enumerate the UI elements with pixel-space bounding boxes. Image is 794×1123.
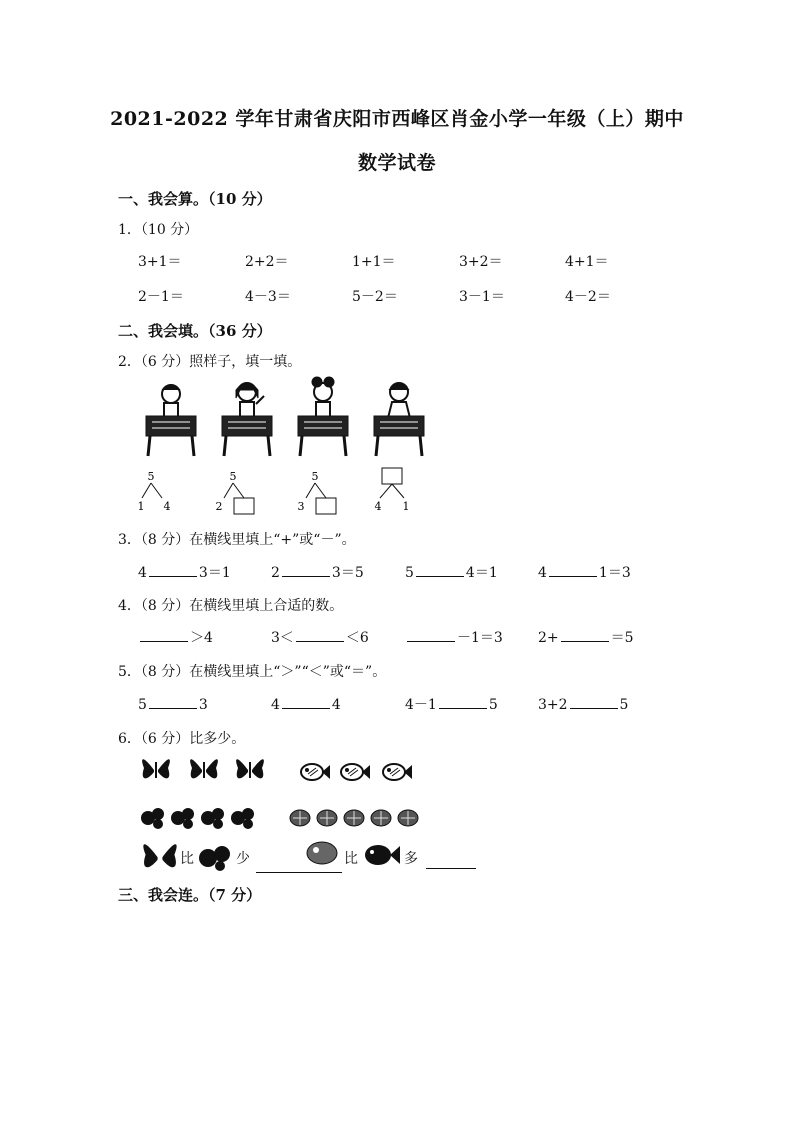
squirrel-icon	[201, 808, 224, 829]
tree-left-number: 1	[137, 500, 145, 513]
answer-line[interactable]	[416, 562, 464, 577]
answer-line[interactable]	[407, 627, 455, 642]
q3-item: 4 1＝3	[538, 562, 631, 582]
butterflies-and-fish-row	[140, 752, 430, 788]
page-title-line1: 2021-2022 学年甘肃省庆阳市西峰区肖金小学一年级（上）期中	[110, 108, 684, 130]
duo-label: 多	[404, 851, 418, 867]
answer-line[interactable]	[282, 694, 330, 709]
question-5-header: 5．（8 分）在横线里填上“＞”“＜”或“＝”。	[118, 664, 387, 680]
q5-item: 3+2 5	[538, 694, 628, 713]
question-1-header: 1．（10 分）	[118, 222, 199, 238]
fish-icon	[341, 764, 370, 780]
fish-icon	[383, 764, 412, 780]
tree-right-number: 1	[402, 500, 410, 513]
squirrel-icon	[196, 842, 236, 872]
number-tree-4	[375, 468, 410, 513]
fish-icon	[362, 840, 402, 870]
bi-label-1: 比	[180, 851, 194, 867]
butterfly-icon	[142, 759, 170, 778]
child-at-desk-figure	[374, 383, 424, 456]
q1-item: 5－2＝	[352, 289, 398, 305]
q1-item: 4－3＝	[245, 289, 291, 305]
q1-row-1	[0, 251, 794, 271]
answer-line[interactable]	[561, 627, 609, 642]
q3-item: 2 3＝5	[271, 562, 364, 582]
answer-line[interactable]	[549, 562, 597, 577]
question-3-header: 3．（8 分）在横线里填上“+”或“－”。	[118, 532, 356, 548]
answer-line[interactable]	[426, 850, 476, 869]
q4-item: －1＝3	[405, 627, 503, 647]
answer-box	[382, 468, 402, 484]
tree-right-number: 4	[163, 500, 171, 513]
q5-item: 5 3	[138, 694, 208, 713]
bi-label-2: 比	[344, 851, 358, 867]
q1-item: 3－1＝	[459, 289, 505, 305]
tree-top-number: 5	[147, 470, 155, 483]
q5-row	[0, 694, 794, 714]
shell-icon	[344, 810, 364, 826]
squirrel-icon	[141, 808, 164, 829]
answer-line[interactable]	[149, 694, 197, 709]
child-at-desk-figure	[146, 385, 196, 456]
squirrels-and-shells-row	[140, 802, 430, 832]
butterfly-icon	[140, 838, 180, 874]
q5-item: 4－1 5	[405, 694, 498, 714]
q4-item: 3＜ ＜6	[271, 627, 369, 647]
answer-box	[234, 498, 254, 514]
question-4-header: 4．（8 分）在横线里填上合适的数。	[118, 598, 344, 614]
q6-comparison	[140, 838, 500, 878]
q1-item: 1+1＝	[352, 254, 396, 270]
squirrel-icon	[171, 808, 194, 829]
page-title-line2: 数学试卷	[357, 152, 436, 174]
child-at-desk-figure	[298, 377, 348, 456]
squirrel-icon	[231, 808, 254, 829]
tree-top-number: 5	[229, 470, 237, 483]
q1-item: 2+2＝	[245, 254, 289, 270]
question-2-header: 2．（6 分）照样子，填一填。	[118, 354, 302, 370]
answer-line[interactable]	[296, 627, 344, 642]
q5-item: 4 4	[271, 694, 341, 713]
answer-line[interactable]	[439, 694, 487, 709]
shao-label: 少	[236, 851, 250, 867]
number-tree-2	[216, 470, 255, 514]
number-tree-3	[298, 470, 337, 514]
shell-icon	[371, 810, 391, 826]
number-tree-1	[138, 470, 171, 513]
tree-top-number: 5	[311, 470, 319, 483]
q1-item: 4－2＝	[565, 289, 611, 305]
answer-line[interactable]	[149, 562, 197, 577]
q3-row	[0, 562, 794, 582]
answer-box	[316, 498, 336, 514]
answer-line[interactable]	[570, 694, 618, 709]
section-heading-fill: 二、我会填。（36 分）	[118, 322, 272, 340]
q1-item: 4+1＝	[565, 254, 609, 270]
answer-line[interactable]	[282, 562, 330, 577]
q3-item: 4 3＝1	[138, 562, 231, 582]
q1-item: 3+2＝	[459, 254, 503, 270]
shell-icon	[398, 810, 418, 826]
section-heading-calc: 一、我会算。（10 分）	[118, 190, 272, 208]
shell-icon	[290, 810, 310, 826]
shell-icon	[317, 810, 337, 826]
number-split-trees	[134, 466, 434, 516]
question-6-header: 6．（6 分）比多少。	[118, 731, 246, 747]
q1-item: 3+1＝	[138, 254, 182, 270]
tree-left-number: 3	[297, 500, 305, 513]
children-at-desks-illustration	[138, 376, 428, 458]
fish-icon	[301, 764, 330, 780]
tree-left-number: 4	[374, 500, 382, 513]
q4-item: ＞4	[138, 627, 213, 647]
butterfly-icon	[190, 759, 218, 778]
butterfly-icon	[236, 759, 264, 778]
q3-item: 5 4＝1	[405, 562, 498, 582]
q1-item: 2－1＝	[138, 289, 184, 305]
tree-left-number: 2	[215, 500, 223, 513]
answer-line[interactable]	[140, 627, 188, 642]
q4-row	[0, 627, 794, 647]
shell-icon	[304, 838, 344, 868]
child-at-desk-figure	[222, 383, 272, 456]
q1-row-2	[0, 286, 794, 306]
q4-item: 2+ ＝5	[538, 627, 634, 647]
section-heading-connect: 三、我会连。（7 分）	[118, 886, 262, 904]
